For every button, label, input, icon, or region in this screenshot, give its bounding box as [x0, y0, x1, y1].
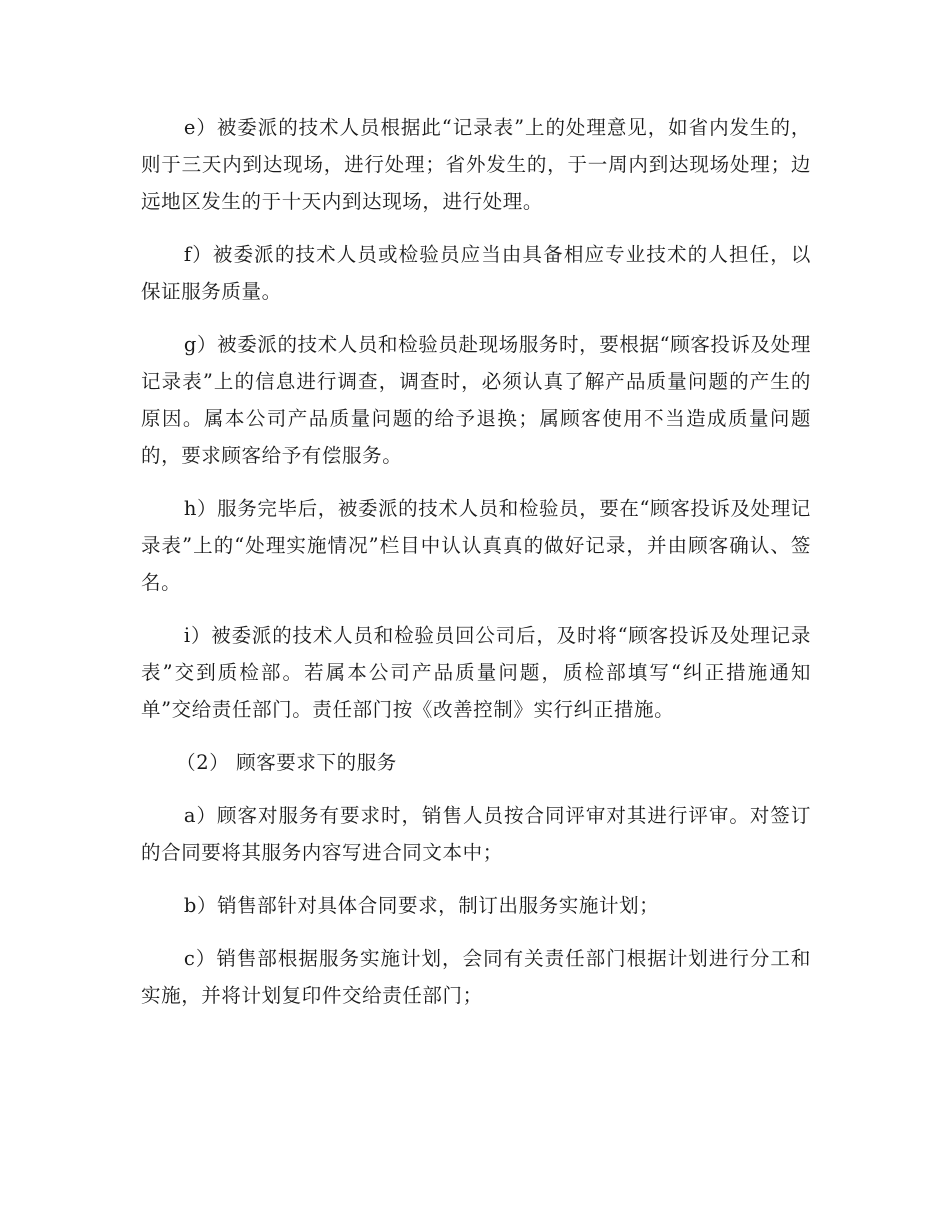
paragraph-f: f）被委派的技术人员或检验员应当由具备相应专业技术的人担任，以保证服务质量。	[141, 243, 811, 303]
paragraph-c: c）销售部根据服务实施计划，会同有关责任部门根据计划进行分工和实施，并将计划复印件交给责任部门；	[141, 947, 811, 1007]
paragraph-g: g）被委派的技术人员和检验员赴现场服务时，要根据“顾客投诉及处理记录表”上的信息进行调查，调查时，必须认真了解产品质量问题的产生的原因。属本公司产品质量问题的给予退换；属顾客使用不当造成质量问题的，要求顾客给予有偿服务。	[141, 333, 811, 467]
paragraph-i: i）被委派的技术人员和检验员回公司后，及时将“顾客投诉及处理记录表”交到质检部。若属本公司产品质量问题，质检部填写“纠正措施通知单”交给责任部门。责任部门按《改善控制》实行纠正措施。	[141, 624, 811, 721]
section-heading-2: （2） 顾客要求下的服务	[176, 751, 397, 774]
paragraph-a: a）顾客对服务有要求时，销售人员按合同评审对其进行评审。对签订的合同要将其服务内容写进合同文本中；	[141, 804, 811, 864]
paragraph-b: b）销售部针对具体合同要求，制订出服务实施计划；	[183, 894, 660, 917]
document-body	[141, 109, 811, 1030]
paragraph-h: h）服务完毕后，被委派的技术人员和检验员，要在“顾客投诉及处理记录表”上的“处理实施情况”栏目中认认真真的做好记录，并由顾客确认、签名。	[141, 497, 811, 594]
paragraph-e: e）被委派的技术人员根据此“记录表”上的处理意见，如省内发生的，则于三天内到达现场，进行处理；省外发生的，于一周内到达现场处理；边远地区发生的于十天内到达现场，进行处理。	[141, 116, 811, 213]
